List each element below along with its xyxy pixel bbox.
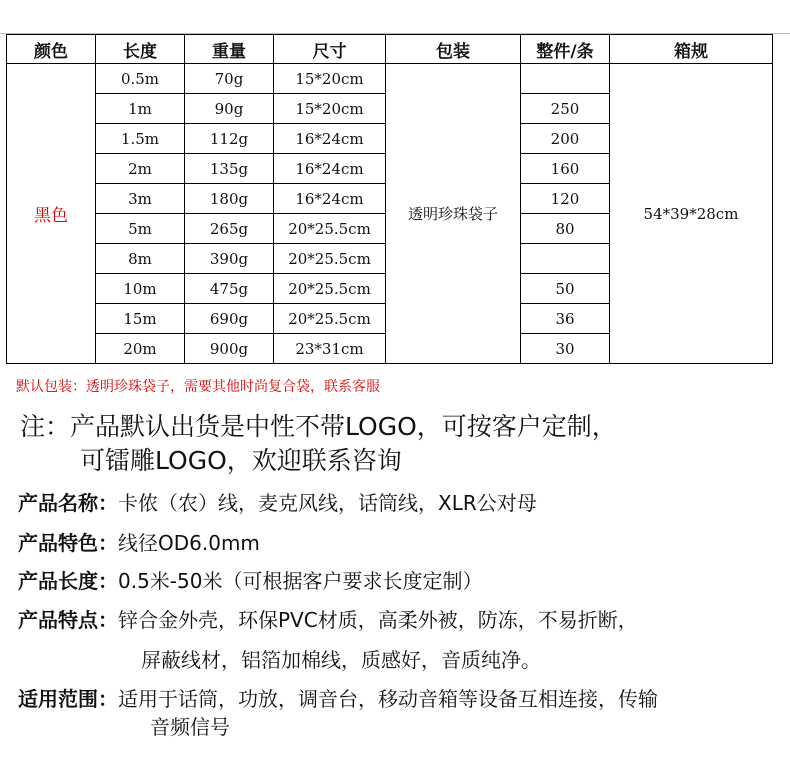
- spec-table: [6, 34, 773, 364]
- weight-cell: 390g: [185, 244, 274, 274]
- note-line-1: 注：产品默认出货是中性不带LOGO，可按客户定制，: [20, 412, 617, 441]
- size-cell: 23*31cm: [274, 334, 386, 364]
- length-cell: 3m: [96, 184, 185, 214]
- packaging-cell: 透明珍珠袋子: [386, 64, 521, 364]
- pieces-cell: 160: [521, 154, 610, 184]
- size-cell: 15*20cm: [274, 94, 386, 124]
- length-cell: 10m: [96, 274, 185, 304]
- spec-label: 产品名称：: [18, 491, 118, 515]
- weight-cell: 135g: [185, 154, 274, 184]
- spec-value: 锌合金外壳，环保PVC材质，高柔外被，防冻，不易折断，: [118, 608, 638, 632]
- length-cell: 5m: [96, 214, 185, 244]
- length-cell: 1.5m: [96, 124, 185, 154]
- weight-cell: 70g: [185, 64, 274, 94]
- weight-cell: 900g: [185, 334, 274, 364]
- pieces-cell: [521, 64, 610, 94]
- weight-cell: 265g: [185, 214, 274, 244]
- spec-product-traits-cont: 屏蔽线材，铝箔加棉线，质感好，音质纯净。: [141, 648, 541, 672]
- weight-cell: 180g: [185, 184, 274, 214]
- spec-value: 适用于话筒，功放，调音台，移动音箱等设备互相连接，传输: [118, 687, 658, 711]
- default-packaging-note: 默认包装：透明珍珠袋子，需要其他时尚复合袋，联系客服: [16, 379, 380, 395]
- weight-cell: 690g: [185, 304, 274, 334]
- spec-value: 线径OD6.0mm: [118, 531, 260, 555]
- header-length: 长度: [96, 35, 185, 64]
- header-pieces: 整件/条: [521, 35, 610, 64]
- size-cell: 20*25.5cm: [274, 274, 386, 304]
- weight-cell: 112g: [185, 124, 274, 154]
- header-size: 尺寸: [274, 35, 386, 64]
- length-cell: 20m: [96, 334, 185, 364]
- pieces-cell: [521, 244, 610, 274]
- size-cell: 20*25.5cm: [274, 214, 386, 244]
- header-packaging: 包装: [386, 35, 521, 64]
- size-cell: 20*25.5cm: [274, 244, 386, 274]
- spec-value: 卡侬（农）线，麦克风线，话筒线，XLR公对母: [118, 491, 537, 515]
- pieces-cell: 120: [521, 184, 610, 214]
- pieces-cell: 36: [521, 304, 610, 334]
- size-cell: 16*24cm: [274, 124, 386, 154]
- spec-label: 产品长度：: [18, 569, 118, 593]
- size-cell: 16*24cm: [274, 154, 386, 184]
- pieces-cell: 30: [521, 334, 610, 364]
- spec-label: 适用范围：: [18, 687, 118, 711]
- header-box-spec: 箱规: [610, 35, 773, 64]
- spec-usage-scope-cont: 音频信号: [150, 715, 230, 739]
- length-cell: 0.5m: [96, 64, 185, 94]
- spec-product-feature: [18, 528, 260, 558]
- pieces-cell: 250: [521, 94, 610, 124]
- table-header-row: [7, 35, 773, 64]
- spec-value: 0.5米-50米（可根据客户要求长度定制）: [118, 569, 483, 593]
- table-row: [7, 64, 773, 94]
- spec-product-name: [18, 488, 537, 518]
- length-cell: 2m: [96, 154, 185, 184]
- pieces-cell: 80: [521, 214, 610, 244]
- note-line-2: 可镭雕LOGO，欢迎联系咨询: [80, 446, 402, 475]
- length-cell: 8m: [96, 244, 185, 274]
- header-color: 颜色: [7, 35, 96, 64]
- spec-usage-scope: [18, 684, 658, 714]
- header-weight: 重量: [185, 35, 274, 64]
- spec-product-length: [18, 566, 482, 596]
- length-cell: 15m: [96, 304, 185, 334]
- pieces-cell: 50: [521, 274, 610, 304]
- note-block: [20, 410, 617, 478]
- weight-cell: 475g: [185, 274, 274, 304]
- size-cell: 16*24cm: [274, 184, 386, 214]
- spec-label: 产品特色：: [18, 531, 118, 555]
- pieces-cell: 200: [521, 124, 610, 154]
- color-cell: 黑色: [7, 64, 96, 364]
- spec-label: 产品特点：: [18, 608, 118, 632]
- spec-product-traits: [18, 605, 638, 635]
- weight-cell: 90g: [185, 94, 274, 124]
- box-spec-cell: 54*39*28cm: [610, 64, 773, 364]
- size-cell: 15*20cm: [274, 64, 386, 94]
- size-cell: 20*25.5cm: [274, 304, 386, 334]
- length-cell: 1m: [96, 94, 185, 124]
